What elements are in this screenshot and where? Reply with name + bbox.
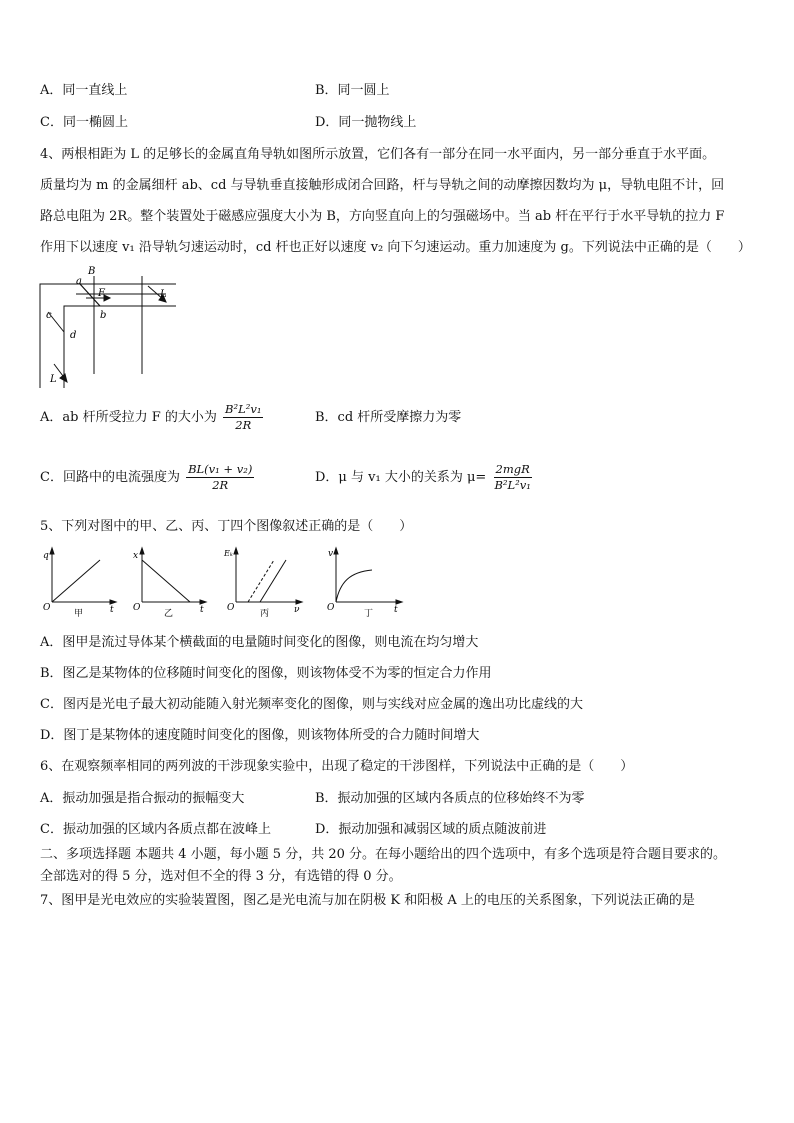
q6-option-b: B．振动加强的区域内各质点的位移始终不为零 [315, 791, 585, 806]
graph-yi-ylabel: x [133, 551, 139, 561]
q3-option-a: A．同一直线上 [40, 83, 128, 98]
q4-option-d-fraction [492, 462, 532, 493]
q4-option-a [40, 402, 265, 434]
graph-bing-name: 丙 [260, 609, 270, 618]
q4-option-a-numerator: B²L²v₁ [225, 402, 262, 416]
graph-jia-origin: O [43, 603, 51, 613]
section2-heading-line2: 全部选对的得 5 分，选对但不全的得 3 分，有选错的得 0 分。 [40, 869, 402, 884]
graph-jia-xlabel: t [110, 605, 114, 615]
q5-option-c: C．图丙是光电子最大初动能随入射光频率变化的图像，则与实线对应金属的逸出功比虚线的大 [40, 697, 583, 712]
q4-option-c-numerator: BL(v₁ + v₂) [188, 462, 253, 476]
q4-option-d-denominator: B²L²v₁ [494, 478, 531, 492]
figure-label-l-top: L [160, 289, 167, 300]
q6-option-a: A．振动加强是指合振动的振幅变大 [40, 791, 245, 806]
q4-option-a-fraction [223, 402, 263, 433]
q4-option-c-fraction [186, 462, 254, 493]
figure-label-a: a [76, 276, 82, 287]
figure-label-d: d [70, 330, 77, 341]
figure-label-b-point: b [100, 310, 107, 321]
figure-label-l-bottom: L [50, 374, 57, 385]
q4-option-a-denominator: 2R [235, 418, 252, 432]
q4-rail-figure [36, 264, 180, 389]
q3-option-c: C．同一椭圆上 [40, 115, 128, 130]
graph-ding-origin: O [327, 603, 335, 613]
q3-option-b: B．同一圆上 [315, 83, 390, 98]
q4-stem-line1: 4、两根相距为 L 的足够长的金属直角导轨如图所示放置，它们各有一部分在同一水平面内，另一部分垂直于水平面。 [40, 147, 716, 162]
q4-stem-line4: 作用下以速度 v₁ 沿导轨匀速运动时，cd 杆也正好以速度 v₂ 向下匀速运动。重力加速度为 g。下列说法中正确的是（ ） [40, 240, 751, 255]
graph-ding-name: 丁 [364, 609, 374, 618]
q4-stem-line3: 路总电阻为 2R。整个装置处于磁感应强度大小为 B，方向竖直向上的匀强磁场中。当 ab 杆在平行于水平导轨的拉力 F [40, 209, 725, 224]
graph-bing-ylabel: Eₖ [224, 549, 233, 558]
q4-option-d-numerator: 2mgR [495, 462, 530, 476]
graph-yi-origin: O [133, 603, 141, 613]
q4-option-d [315, 462, 535, 494]
graph-ding-xlabel: t [394, 605, 398, 615]
graph-jia-name: 甲 [74, 609, 84, 618]
figure-label-b-field: B [88, 266, 96, 277]
q4-stem-line2: 质量均为 m 的金属细杆 ab、cd 与导轨垂直接触形成闭合回路，杆与导轨之间的动摩擦因数均为 μ，导轨电阻不计，回 [40, 178, 725, 193]
section2-heading-line1: 二、多项选择题 本题共 4 小题，每小题 5 分，共 20 分。在每小题给出的四个选项中，有多个选项是符合题目要求的。 [40, 847, 727, 862]
q6-stem: 6、在观察频率相同的两列波的干涉现象实验中，出现了稳定的干涉图样，下列说法中正确的是（ ） [40, 759, 634, 774]
q5-option-b: B．图乙是某物体的位移随时间变化的图像，则该物体受不为零的恒定合力作用 [40, 666, 492, 681]
figure-label-c: c [46, 310, 52, 321]
graph-yi-xlabel: t [200, 605, 204, 615]
q5-stem: 5、下列对图中的甲、乙、丙、丁四个图像叙述正确的是（ ） [40, 519, 413, 534]
q4-option-d-text: D．μ 与 v₁ 大小的关系为 μ= [315, 470, 487, 485]
q4-option-c [40, 462, 256, 494]
q5-graph-jia [40, 546, 118, 618]
graph-yi-name: 乙 [164, 609, 174, 618]
graph-bing-xlabel: ν [294, 605, 300, 615]
q4-option-a-text: A．ab 杆所受拉力 F 的大小为 [40, 410, 217, 425]
q5-graph-bing [222, 546, 304, 618]
q5-option-d: D．图丁是某物体的速度随时间变化的图像，则该物体所受的合力随时间增大 [40, 728, 480, 743]
graph-bing-origin: O [227, 603, 235, 613]
q4-option-b: B．cd 杆所受摩擦力为零 [315, 410, 462, 425]
graph-jia-ylabel: q [43, 551, 49, 561]
q5-graph-yi [130, 546, 208, 618]
q4-option-c-denominator: 2R [212, 478, 229, 492]
q3-option-d: D．同一抛物线上 [315, 115, 417, 130]
q5-graph-ding [322, 546, 404, 618]
q4-option-c-text: C．回路中的电流强度为 [40, 470, 180, 485]
q6-option-c: C．振动加强的区域内各质点都在波峰上 [40, 822, 271, 837]
graph-ding-ylabel: v [328, 549, 334, 559]
q7-stem: 7、图甲是光电效应的实验装置图，图乙是光电流与加在阴极 K 和阳极 A 上的电压的关系图象，下列说法正确的是 [40, 893, 695, 908]
figure-label-f: F [98, 288, 105, 299]
q6-option-d: D．振动加强和减弱区域的质点随波前进 [315, 822, 547, 837]
q5-option-a: A．图甲是流过导体某个横截面的电量随时间变化的图像，则电流在均匀增大 [40, 635, 479, 650]
